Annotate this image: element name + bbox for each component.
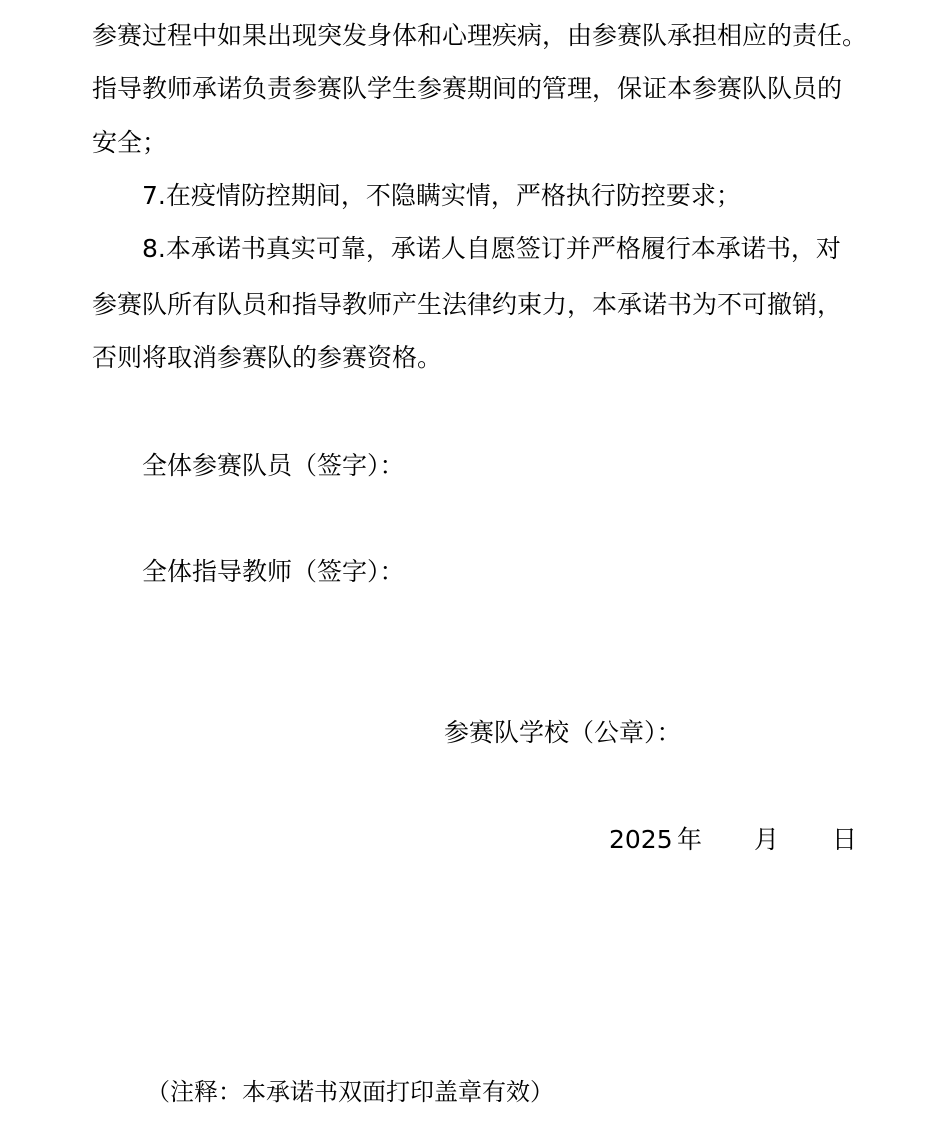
school-seal-label: 参赛队学校（公章）： [444,718,682,747]
date-year: 2025 [609,825,673,854]
footnote: （注释：本承诺书双面打印盖章有效） [146,1078,554,1106]
paragraph-line-4: 7.在疫情防控期间，不隐瞒实情，严格执行防控要求； [142,181,741,210]
teachers-signature-label: 全体指导教师（签字）： [142,557,405,586]
members-signature-label: 全体参赛队员（签字）： [142,451,405,480]
paragraph-line-2: 指导教师承诺负责参赛队学生参赛期间的管理，保证本参赛队队员的 [92,74,843,103]
paragraph-line-7: 否则将取消参赛队的参赛资格。 [92,343,443,372]
date-month-unit: 月 [754,825,780,854]
paragraph-line-5: 8.本承诺书真实可靠，承诺人自愿签订并严格履行本承诺书，对 [142,234,841,263]
paragraph-line-6: 参赛队所有队员和指导教师产生法律约束力，本承诺书为不可撤销， [92,290,843,319]
paragraph-line-1: 参赛过程中如果出现突发身体和心理疾病，由参赛队承担相应的责任。 [92,21,868,50]
paragraph-line-3: 安全； [92,128,168,157]
date-year-unit: 年 [677,825,703,854]
date-day-unit: 日 [832,825,858,854]
